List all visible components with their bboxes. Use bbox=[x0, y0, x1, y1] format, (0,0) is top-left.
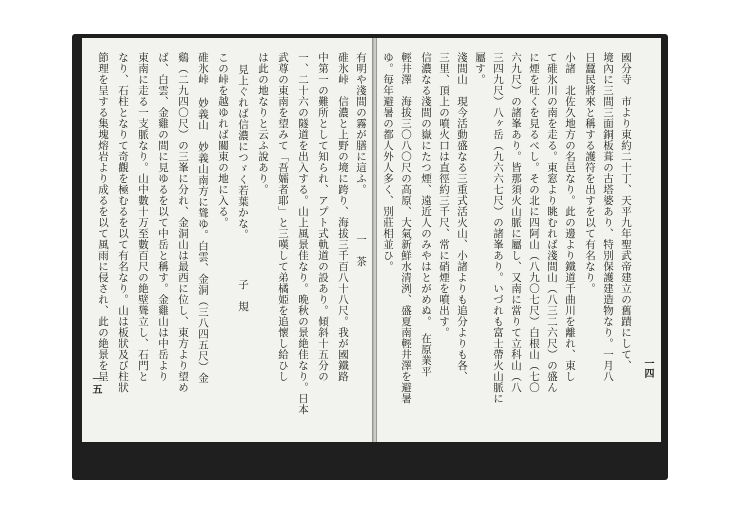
text-column: 六九尺）の諸峯あり。皆那須火山脈に屬し、又南に當りて立科山（八 bbox=[510, 52, 522, 393]
text-column: に煙を吐くを見るべし。その北に四阿山（八九〇七尺）白根山（七〇 bbox=[528, 52, 540, 393]
page-number: 一四 bbox=[642, 358, 653, 378]
right-page bbox=[376, 38, 661, 442]
text-column: て碓氷川の南を走る。東窓より眺むれば淺間山（八三二六尺）の盛ん bbox=[546, 52, 558, 393]
text-column: 武尊の東南を望みて「吾嬬者耶」と三嘆して弟橘姫を追懷し給ひし bbox=[277, 52, 289, 382]
text-column: なり、石柱となりて奇觀を極むるを以て有名なり。山は板狀及び柱狀 bbox=[117, 52, 129, 393]
text-column: ゆ。毎年避暑の都人外人多く、別莊相並ひ。 bbox=[382, 52, 394, 272]
text-column: 有明や淺間の霧が膳に這ふ。 一 茶 bbox=[355, 52, 367, 267]
text-column: 節理を呈する集塊熔岩より成るを以て風雨に侵され、此の絶景を呈 bbox=[97, 52, 109, 382]
text-column: 國分寺 市より東約二十丁、天平九年聖武帝建立の舊蹟にして、 bbox=[620, 52, 632, 371]
text-column: 見上ぐれば信濃につゞく若葉かな。 子 規 bbox=[237, 64, 249, 312]
text-column: 碓氷峠 信濃と上野の境に跨り、海拔三千百八十八尺。我が國鐵路 bbox=[337, 52, 349, 382]
text-column: 一、二十六の隧道を出入する。山上風景佳なり。晩秋の景絶佳なり。日本 bbox=[297, 52, 309, 415]
text-column: 信濃なる淺間の嶽にたつ煙、遠近人のみやはとがめぬ。 在原業平 bbox=[420, 52, 432, 377]
text-column: は此の地なりと云ふ說あり。 bbox=[257, 52, 269, 195]
text-column: 境內に三間三面銅板葺の古塔婆あり、特別保護建造物なり。一月八 bbox=[602, 52, 614, 382]
text-column: 鷄（二九四〇尺）の三峯に分れ、金洞山は最西に位し、東方より望め bbox=[177, 52, 189, 393]
left-page bbox=[82, 38, 375, 442]
text-column: 輕井澤 海拔三〇八〇尺の高原、大氣新鮮水清洌、盛夏南輕井澤を避暑 bbox=[400, 52, 412, 404]
text-column: 屬す。 bbox=[474, 52, 486, 85]
text-column: この峠を越ゆれば關東の地に入る。 bbox=[217, 52, 229, 228]
text-column: 小諸 北佐久地方の名邑なり。此の邊より鐵道千曲川を離れ、東し bbox=[564, 52, 576, 382]
text-column: 日蠶民將來と稱する護符を出すを以て有名なり。 bbox=[584, 52, 596, 294]
text-column: 東南に走る一支脈なり。山中數十万至數百尺の絶壁聳立し、石門と bbox=[137, 52, 149, 382]
text-column: 淺間山 現今活動盛なる三重式活火山、小諸よりも追分よりも各、 bbox=[456, 52, 468, 382]
text-column: ば、白雲、金雞の間に見ゆるを以て中岳と稱す。金雞山は中岳より bbox=[157, 52, 169, 382]
text-column: 碓氷峠 妙義山 妙義山南方に聳ゆ。白雲、金洞（三八四五尺）金 bbox=[197, 52, 209, 384]
text-column: 三里、頂上の噴火口は直徑約三千尺、常に硝煙を噴出す。 bbox=[438, 52, 450, 338]
text-column: 三四九尺）八ヶ岳（九六六七尺）の諸峯あり。いづれも富士帶火山脈に bbox=[492, 52, 504, 404]
text-column: 中第一の難所として知られ、アプト式軌道の設あり。傾斜十五分の bbox=[317, 52, 329, 382]
page-number: 一五 bbox=[90, 374, 101, 394]
